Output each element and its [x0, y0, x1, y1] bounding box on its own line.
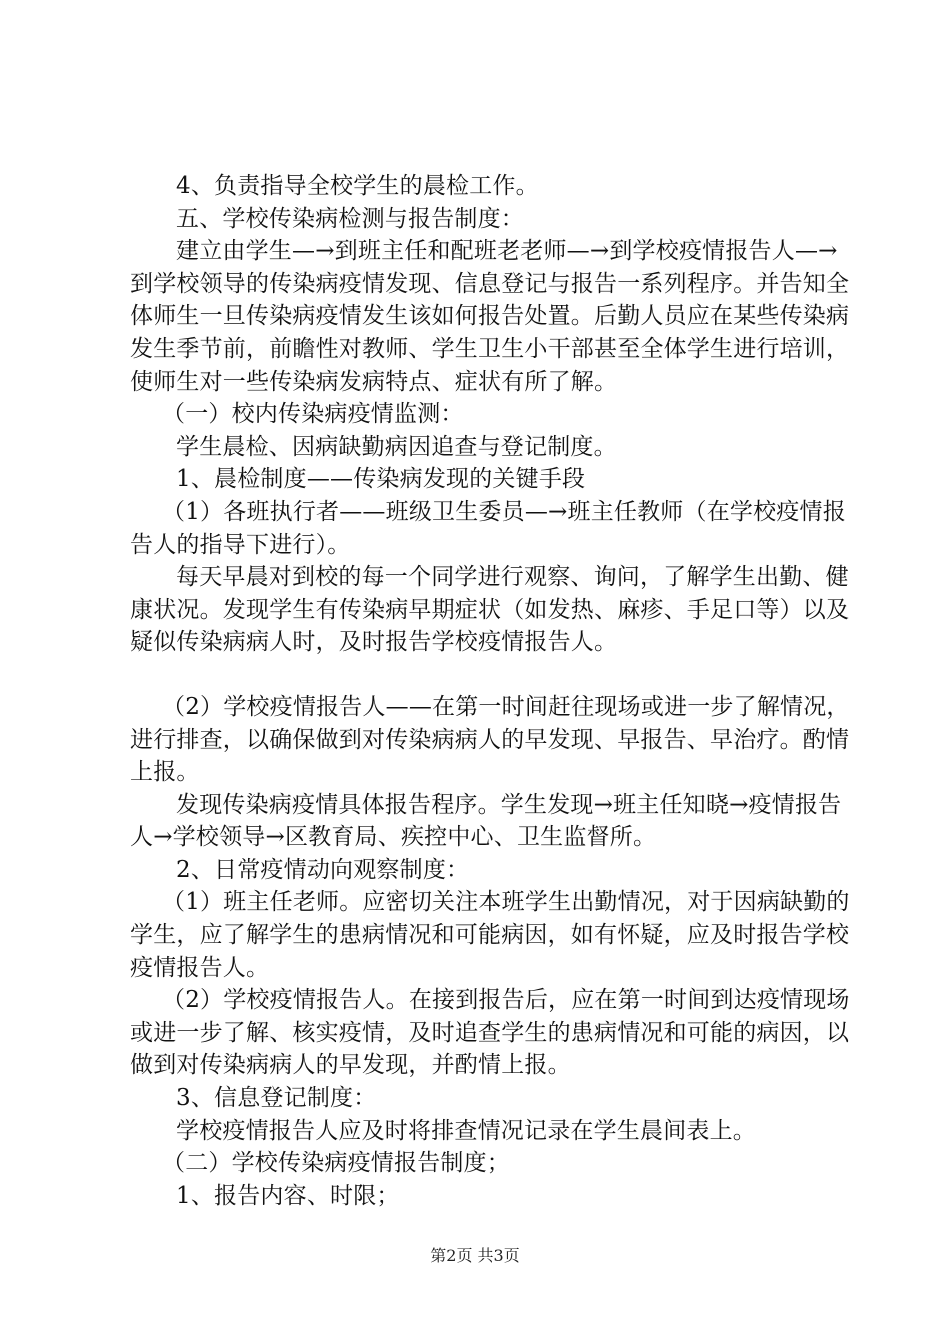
paragraph-6: 1、晨检制度——传染病发现的关键手段 — [176, 466, 586, 493]
paragraph-3: 建立由学生—→到班主任和配班老老师—→到学校疫情报告人—→到学校领导的传染病疫情发现、信息登记与报告一系列程序。并告知全体师生一旦传染病疫情发生该如何报告处置。后勤人员应在某些传染病发生季节前，前瞻性对教师、学生卫生小干部甚至全体学生进行培训，使师生对一些传染病发病特点、症状有所了解。 — [130, 238, 850, 395]
paragraph-16: （二）学校传染病疫情报告制度； — [162, 1150, 510, 1177]
paragraph-13: （2）学校疫情报告人。在接到报告后，应在第一时间到达疫情现场或进一步了解、核实疫情，及时追查学生的患病情况和可能的病因，以做到对传染病病人的早发现，并酌情上报。 — [130, 987, 850, 1079]
document-body — [130, 170, 850, 1212]
paragraph-12: （1）班主任老师。应密切关注本班学生出勤情况，对于因病缺勤的学生，应了解学生的患病情况和可能病因，如有怀疑，应及时报告学校疫情报告人。 — [130, 889, 850, 981]
page-footer: 第2页 共3页 — [430, 1246, 520, 1265]
paragraph-gap — [130, 659, 850, 691]
paragraph-14: 3、信息登记制度： — [176, 1085, 377, 1112]
paragraph-15: 学校疫情报告人应及时将排查情况记录在学生晨间表上。 — [176, 1117, 756, 1144]
paragraph-7: （1）各班执行者——班级卫生委员—→班主任教师（在学校疫情报告人的指导下进行）。 — [130, 498, 846, 558]
paragraph-11: 2、日常疫情动向观察制度： — [176, 856, 470, 883]
paragraph-4: （一）校内传染病疫情监测： — [162, 401, 464, 428]
paragraph-5: 学生晨检、因病缺勤病因追查与登记制度。 — [176, 433, 617, 460]
paragraph-2: 五、学校传染病检测与报告制度： — [176, 205, 524, 232]
paragraph-8: 每天早晨对到校的每一个同学进行观察、询问，了解学生出勤、健康状况。发现学生有传染病早期症状（如发热、麻疹、手足口等）以及疑似传染病病人时，及时报告学校疫情报告人。 — [130, 564, 850, 656]
paragraph-10: 发现传染病疫情具体报告程序。学生发现→班主任知晓→疫情报告人→学校领导→区教育局、疾控中心、卫生监督所。 — [130, 791, 842, 851]
paragraph-9: （2）学校疫情报告人——在第一时间赶往现场或进一步了解情况，进行排查，以确保做到对传染病病人的早发现、早报告、早治疗。酌情上报。 — [130, 693, 850, 786]
paragraph-17: 1、报告内容、时限； — [176, 1182, 400, 1209]
paragraph-1: 4、负责指导全校学生的晨检工作。 — [176, 173, 539, 199]
